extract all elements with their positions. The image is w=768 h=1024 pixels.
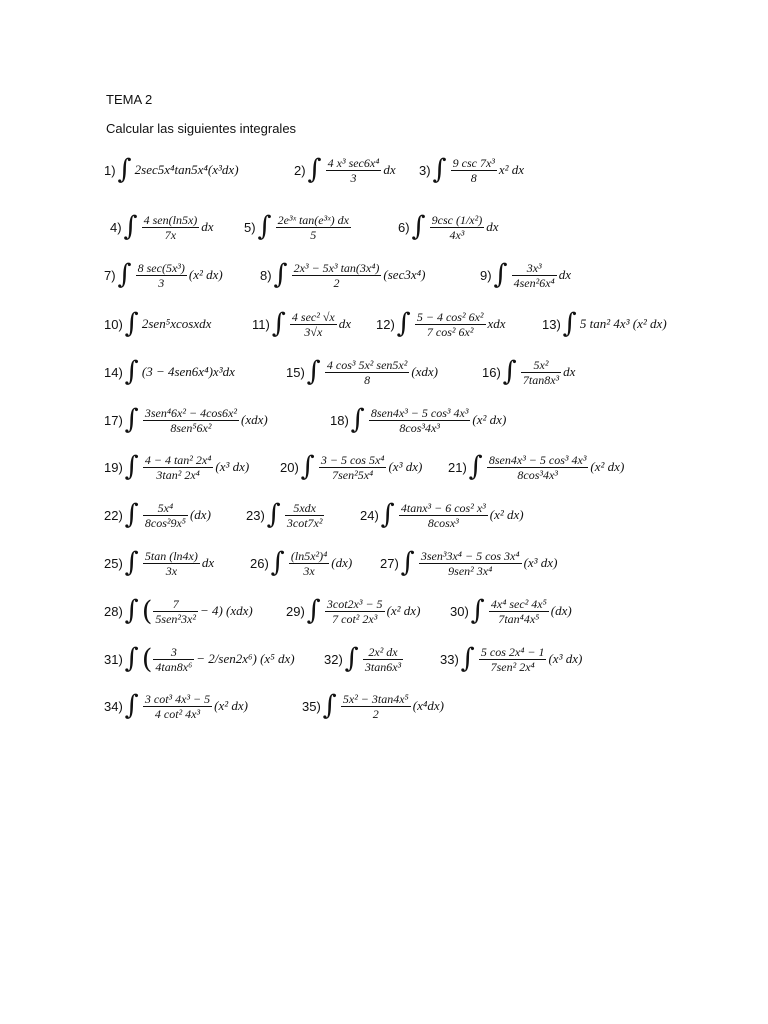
fraction <box>325 597 385 626</box>
integrand-suffix: (x² dx) <box>489 507 524 522</box>
fraction <box>430 213 485 242</box>
fraction <box>136 261 187 290</box>
fraction-denominator: 2 <box>372 706 379 721</box>
fraction-denominator: 9sen² 3x⁴ <box>448 563 493 578</box>
integrand-text: 2sec5x⁴tan5x⁴(x³dx) <box>134 162 239 177</box>
exercise-item <box>450 591 572 631</box>
exercise-item <box>448 447 624 487</box>
exercise-number: 18) <box>330 412 349 428</box>
fraction-denominator: 7 cot² 2x³ <box>332 611 378 626</box>
exercise-number: 35) <box>302 698 321 714</box>
integral-sign: ∫ <box>493 258 508 290</box>
exercise-item <box>542 304 667 344</box>
integral-sign: ∫ <box>124 498 139 530</box>
integrand-suffix: (x² dx) <box>590 459 625 474</box>
fraction <box>479 645 547 674</box>
exercise-row <box>104 447 724 487</box>
integral-sign: ∫ <box>300 450 315 482</box>
fraction-denominator: 7sen² 2x⁴ <box>490 659 535 674</box>
fraction-numerator: 4 sec² √x <box>291 309 335 324</box>
integral-sign: ∫ <box>271 307 286 339</box>
fraction-numerator: 3x³ <box>526 260 542 275</box>
fraction-denominator: 3tan² 2x⁴ <box>156 467 200 482</box>
exercise-item <box>252 304 351 344</box>
exercise-number: 22) <box>104 507 123 523</box>
integral-sign: ∫ <box>124 642 139 674</box>
integral-sign: ∫ <box>460 642 475 674</box>
exercise-number: 11) <box>252 316 270 332</box>
fraction-numerator: 7 <box>172 596 179 611</box>
fraction <box>319 453 387 482</box>
exercise-number: 15) <box>286 364 305 380</box>
exercise-item <box>294 150 396 190</box>
fraction-numerator: 4x⁴ sec² 4x⁵ <box>490 596 547 611</box>
fraction-denominator: 8cos³4x³ <box>517 467 558 482</box>
exercise-item <box>480 255 571 295</box>
integrand-text: (3 − 4sen6x⁴)x³dx <box>141 364 235 379</box>
fraction <box>399 501 488 530</box>
fraction-denominator: 8 <box>470 170 477 185</box>
exercise-number: 33) <box>440 651 459 667</box>
exercise-number: 17) <box>104 412 123 428</box>
exercise-item <box>376 304 506 344</box>
exercise-row <box>104 255 724 295</box>
fraction-numerator: 5x⁴ <box>157 500 174 515</box>
exercise-number: 21) <box>448 459 467 475</box>
fraction <box>153 597 198 626</box>
exercise-item <box>286 591 420 631</box>
fraction-numerator: (ln5x²)⁴ <box>290 548 328 563</box>
exercise-number: 30) <box>450 603 469 619</box>
exercise-item <box>260 255 425 295</box>
exercise-row <box>104 543 724 583</box>
fraction <box>363 645 403 674</box>
exercise-item <box>104 255 223 295</box>
exercise-item <box>104 591 253 631</box>
integrand-suffix: dx <box>201 219 214 234</box>
integrand-suffix: dx <box>338 316 352 331</box>
integral-sign: ∫ <box>117 258 132 290</box>
fraction-denominator: 8cos²9x⁵ <box>144 515 186 530</box>
integral-sign: ∫ <box>124 594 139 626</box>
fraction-numerator: 4 − 4 tan² 2x⁴ <box>144 452 212 467</box>
integrand-suffix: x² dx <box>498 162 525 177</box>
integrand-suffix: (x⁴dx) <box>412 698 444 713</box>
exercise-number: 28) <box>104 603 123 619</box>
exercise-number: 10) <box>104 316 123 332</box>
fraction <box>415 310 486 339</box>
integrand-suffix: (x³ dx) <box>523 555 558 570</box>
fraction-numerator: 2x² dx <box>368 644 398 659</box>
integral-sign: ∫ <box>470 594 485 626</box>
fraction-numerator: 5tan (ln4x) <box>144 548 198 563</box>
integral-sign: ∫ <box>124 403 139 435</box>
exercise-number: 9) <box>480 267 492 283</box>
integral-sign: ∫ <box>400 546 415 578</box>
fraction <box>143 453 214 482</box>
fraction <box>143 549 200 578</box>
fraction-denominator: 5 <box>310 227 317 242</box>
fraction-numerator: 2x³ − 5x³ tan(3x⁴) <box>293 260 380 275</box>
fraction-denominator: 4sen²6x⁴ <box>513 275 555 290</box>
exercise-number: 20) <box>280 459 299 475</box>
exercise-number: 5) <box>244 219 256 235</box>
exercise-row <box>104 495 724 535</box>
exercise-row <box>104 639 724 679</box>
fraction-numerator: 8 sec(5x³) <box>137 260 185 275</box>
fraction <box>276 213 351 242</box>
exercise-number: 2) <box>294 162 306 178</box>
exercise-number: 25) <box>104 555 123 571</box>
exercise-item <box>104 352 235 392</box>
fraction-denominator: 8sen⁵6x² <box>170 420 212 435</box>
exercise-number: 8) <box>260 267 272 283</box>
fraction-denominator: 7 cos² 6x² <box>426 324 474 339</box>
integrand-suffix: (dx) <box>189 507 211 522</box>
fraction-numerator: 3 <box>170 644 177 659</box>
fraction-numerator: 8sen4x³ − 5 cos³ 4x³ <box>488 452 587 467</box>
exercise-number: 4) <box>110 219 122 235</box>
fraction <box>142 213 200 242</box>
fraction <box>341 692 411 721</box>
fraction-numerator: 8sen4x³ − 5 cos³ 4x³ <box>370 405 469 420</box>
integral-sign: ∫ <box>266 498 281 530</box>
fraction-denominator: 8 <box>364 372 371 387</box>
exercise-number: 34) <box>104 698 123 714</box>
fraction <box>512 261 557 290</box>
exercise-row <box>104 400 724 440</box>
integral-sign: ∫ <box>306 355 321 387</box>
integral-sign: ∫ <box>270 546 285 578</box>
integral-sign: ∫ <box>307 153 322 185</box>
fraction-denominator: 3 <box>350 170 357 185</box>
exercise-item <box>360 495 524 535</box>
integrand-suffix: − 2/sen2x⁶) (x⁵ dx) <box>196 651 295 666</box>
exercise-item <box>250 543 352 583</box>
exercise-number: 27) <box>380 555 399 571</box>
integrand-suffix: xdx <box>487 316 506 331</box>
integral-sign: ∫ <box>124 450 139 482</box>
exercise-item <box>110 207 214 247</box>
fraction <box>292 261 382 290</box>
integral-sign: ∫ <box>468 450 483 482</box>
exercise-number: 23) <box>246 507 265 523</box>
fraction-numerator: 2e³ˣ tan(e³ˣ) dx <box>277 212 349 227</box>
integrand-text: 2sen⁵xcosxdx <box>141 316 212 331</box>
integrand-suffix: (x² dx) <box>214 698 249 713</box>
fraction-denominator: 7tan8x³ <box>522 372 560 387</box>
fraction-denominator: 3x <box>303 563 315 578</box>
exercise-row <box>104 352 724 392</box>
exercise-number: 26) <box>250 555 269 571</box>
fraction-numerator: 5 cos 2x⁴ − 1 <box>480 644 545 659</box>
fraction-denominator: 8cos³4x³ <box>399 420 440 435</box>
exercise-item <box>104 150 239 190</box>
integrand-suffix: (x³ dx) <box>215 459 250 474</box>
exercise-item <box>324 639 404 679</box>
fraction-numerator: 5x² <box>533 357 549 372</box>
integral-sign: ∫ <box>257 210 272 242</box>
exercise-number: 12) <box>376 316 395 332</box>
fraction-denominator: 7sen²5x⁴ <box>332 467 374 482</box>
fraction <box>143 406 239 435</box>
fraction-numerator: 3sen⁴6x² − 4cos6x² <box>144 405 237 420</box>
exercise-row <box>104 207 724 247</box>
exercise-number: 29) <box>286 603 305 619</box>
integral-sign: ∫ <box>432 153 447 185</box>
exercise-item <box>246 495 325 535</box>
exercise-number: 32) <box>324 651 343 667</box>
integrand-suffix: (xdx) <box>240 412 268 427</box>
fraction <box>290 310 337 339</box>
fraction <box>419 549 522 578</box>
fraction-numerator: 4 cos³ 5x² sen5x² <box>326 357 408 372</box>
integrand-suffix: dx <box>201 555 215 570</box>
open-paren: ( <box>141 643 153 675</box>
fraction <box>153 645 194 674</box>
integrand-suffix: (dx) <box>331 555 353 570</box>
integrand-suffix: (xdx) <box>411 364 439 379</box>
integral-sign: ∫ <box>322 689 337 721</box>
exercise-number: 1) <box>104 162 116 178</box>
fraction-denominator: 5sen²3x² <box>155 611 196 626</box>
integral-sign: ∫ <box>306 594 321 626</box>
exercise-item <box>398 207 499 247</box>
fraction <box>487 453 589 482</box>
integrand-suffix: (x³ dx) <box>548 651 583 666</box>
exercise-row <box>104 686 724 726</box>
fraction-denominator: 4tan8x⁶ <box>155 659 193 674</box>
fraction <box>489 597 549 626</box>
fraction <box>143 501 188 530</box>
exercise-item <box>104 400 268 440</box>
integral-sign: ∫ <box>344 642 359 674</box>
exercise-item <box>280 447 422 487</box>
integrand-suffix: − 4) (xdx) <box>199 603 253 618</box>
exercise-number: 24) <box>360 507 379 523</box>
integrand-suffix: dx <box>383 162 396 177</box>
integral-sign: ∫ <box>396 307 411 339</box>
exercise-row <box>104 304 724 344</box>
integral-sign: ∫ <box>124 689 139 721</box>
integrand-suffix: (sec3x⁴) <box>383 267 426 282</box>
fraction <box>289 549 329 578</box>
exercise-number: 6) <box>398 219 410 235</box>
fraction-numerator: 3 cot³ 4x³ − 5 <box>144 691 211 706</box>
fraction-denominator: 3cot7x² <box>286 515 323 530</box>
integral-sign: ∫ <box>502 355 517 387</box>
fraction-numerator: 9 csc 7x³ <box>452 155 495 170</box>
fraction-denominator: 4x³ <box>449 227 465 242</box>
exercise-item <box>330 400 506 440</box>
exercise-item <box>419 150 524 190</box>
fraction-numerator: 5 − 4 cos² 6x² <box>416 309 484 324</box>
fraction-numerator: 4 sen(ln5x) <box>143 212 198 227</box>
fraction <box>285 501 325 530</box>
integral-sign: ∫ <box>123 210 138 242</box>
integral-sign: ∫ <box>411 210 426 242</box>
integral-sign: ∫ <box>124 355 139 387</box>
exercise-item <box>104 304 211 344</box>
exercise-item <box>482 352 575 392</box>
exercise-item <box>104 639 295 679</box>
fraction-numerator: 4tanx³ − 6 cos² x³ <box>400 500 486 515</box>
document-title: TEMA 2 <box>106 92 153 107</box>
exercise-item <box>104 447 249 487</box>
exercise-item <box>104 543 214 583</box>
fraction-numerator: 3cot2x³ − 5 <box>326 596 383 611</box>
fraction-denominator: 3√x <box>304 324 323 339</box>
fraction-numerator: 3 − 5 cos 5x⁴ <box>320 452 385 467</box>
integral-sign: ∫ <box>273 258 288 290</box>
exercise-item <box>440 639 582 679</box>
exercise-number: 31) <box>104 651 123 667</box>
fraction <box>325 358 409 387</box>
integral-sign: ∫ <box>124 307 139 339</box>
fraction-denominator: 3x <box>165 563 178 578</box>
fraction-numerator: 5xdx <box>293 500 316 515</box>
exercise-item <box>104 495 211 535</box>
fraction <box>143 692 212 721</box>
integrand-suffix: (x² dx) <box>472 412 507 427</box>
integrand-suffix: (x² dx) <box>188 267 223 282</box>
exercise-item <box>104 686 248 726</box>
integrand-suffix: (dx) <box>550 603 572 618</box>
exercise-number: 3) <box>419 162 431 178</box>
fraction-denominator: 2 <box>333 275 340 290</box>
integrand-suffix: (x³ dx) <box>388 459 423 474</box>
exercise-number: 19) <box>104 459 123 475</box>
integrand-suffix: dx <box>486 219 499 234</box>
fraction-numerator: 9csc (1/x²) <box>431 212 483 227</box>
exercise-item <box>380 543 557 583</box>
integral-sign: ∫ <box>124 546 139 578</box>
exercise-row <box>104 150 724 190</box>
fraction <box>451 156 497 185</box>
integral-sign: ∫ <box>562 307 577 339</box>
integrand-text: 5 tan² 4x³ (x² dx) <box>579 316 667 331</box>
open-paren: ( <box>141 595 153 627</box>
fraction-numerator: 4 x³ sec6x⁴ <box>327 155 380 170</box>
fraction-denominator: 7tan⁴4x⁵ <box>498 611 540 626</box>
fraction-denominator: 3tan6x³ <box>364 659 402 674</box>
exercise-item <box>244 207 352 247</box>
instruction-text: Calcular las siguientes integrales <box>106 121 297 136</box>
exercise-number: 13) <box>542 316 561 332</box>
exercise-number: 7) <box>104 267 116 283</box>
integrand-suffix: (x² dx) <box>386 603 421 618</box>
exercise-number: 16) <box>482 364 501 380</box>
fraction-numerator: 3sen³3x⁴ − 5 cos 3x⁴ <box>420 548 520 563</box>
integrand-suffix: dx <box>558 267 572 282</box>
exercise-number: 14) <box>104 364 123 380</box>
exercise-row <box>104 591 724 631</box>
fraction-denominator: 7x <box>164 227 177 242</box>
exercise-item <box>286 352 438 392</box>
integral-sign: ∫ <box>380 498 395 530</box>
integrand-suffix: dx <box>563 364 576 379</box>
fraction-denominator: 8cosx³ <box>427 515 459 530</box>
integral-sign: ∫ <box>117 153 132 185</box>
exercise-item <box>302 686 444 726</box>
fraction-numerator: 5x² − 3tan4x⁵ <box>342 691 409 706</box>
fraction <box>521 358 561 387</box>
fraction <box>369 406 471 435</box>
fraction-denominator: 4 cot² 4x³ <box>154 706 201 721</box>
integral-sign: ∫ <box>350 403 365 435</box>
fraction-denominator: 3 <box>158 275 165 290</box>
fraction <box>326 156 382 185</box>
